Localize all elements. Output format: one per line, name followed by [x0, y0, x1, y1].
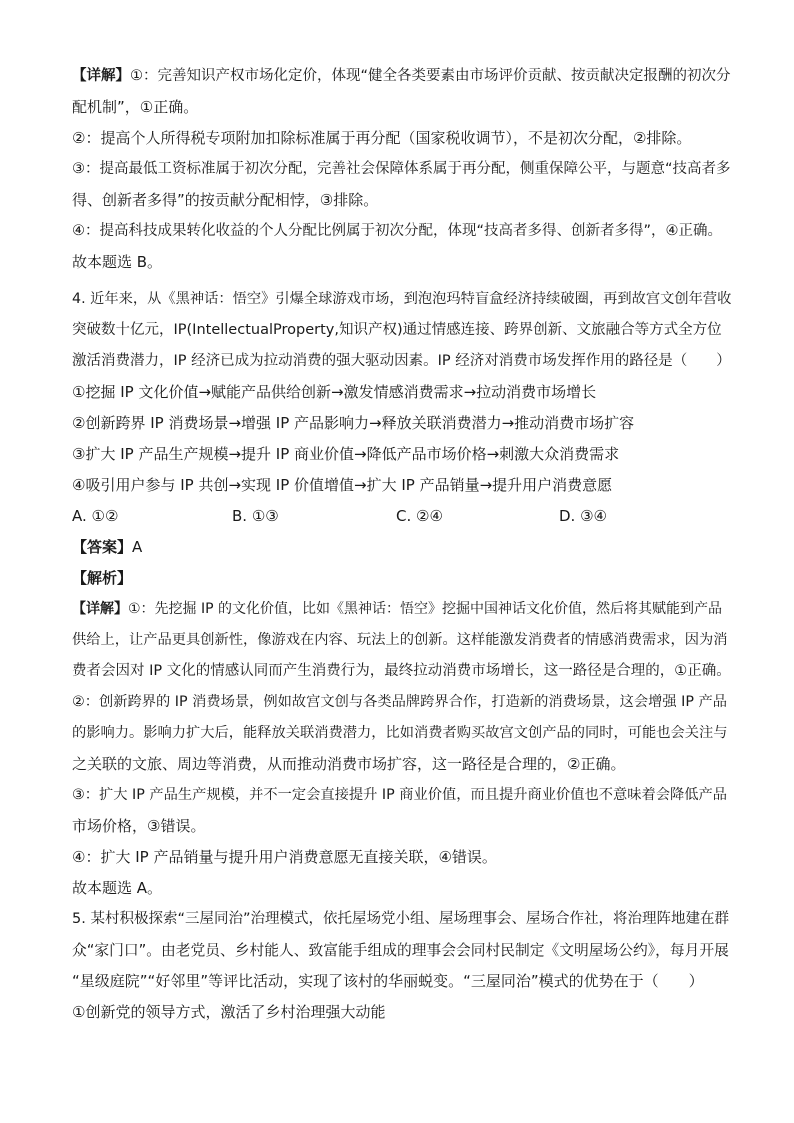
- q3-analysis-line-6: ④：提高科技成果转化收益的个人分配比例属于初次分配，体现“技高者多得、创新者多得”，④正确。: [72, 223, 723, 239]
- q4-statement-1: ①挖掘 IP 文化价值→赋能产品供给创新→激发情感消费需求→拉动消费市场增长: [72, 383, 597, 401]
- q3-analysis-line-5: 得、创新者多得”的按贡献分配相悖，③排除。: [72, 191, 379, 209]
- q4-analysis-line-5: 的影响力。影响力扩大后，能释放关联消费潜力，比如消费者购买故宫文创产品的同时，可能也会关注与: [72, 725, 728, 741]
- option-a: A. ①②: [72, 507, 119, 525]
- option-c: C. ②④: [396, 507, 443, 525]
- detail-tag: 【详解】: [72, 68, 130, 84]
- q4-analysis-line-1: [72, 594, 732, 625]
- q3-analysis: [72, 61, 732, 278]
- option-d: D. ③④: [559, 507, 607, 525]
- q3-analysis-text: ①：完善知识产权市场化定价，体现“健全各类要素由市场评价贡献、按贡献决定报酬的初次分: [130, 68, 731, 84]
- q3-analysis-line-7: 故本题选 B。: [72, 253, 163, 271]
- q5-statement-1: ①创新党的领导方式，激活了乡村治理强大动能: [72, 1003, 386, 1021]
- q4-analysis-line-8: 市场价格，③错误。: [72, 817, 206, 835]
- q4-analysis-line-4: ②：创新跨界的 IP 消费场景，例如故宫文创与各类品牌跨界合作，打造新的消费场景，这会增强 IP 产品: [72, 694, 727, 710]
- q5-question: [72, 904, 732, 1028]
- detail-tag: 【详解】: [72, 601, 128, 617]
- q3-analysis-line-4: ③：提高最低工资标准属于初次分配，完善社会保障体系属于再分配，侧重保障公平，与题意“技高者多: [72, 161, 731, 177]
- analysis-line: [72, 563, 732, 594]
- answer-tag: 【答案】: [72, 538, 133, 556]
- q4-options: [72, 501, 732, 532]
- q5-stem-line-1: 5. 某村积极探索“三屋同治”治理模式，依托屋场党小组、屋场理事会、屋场合作社，将治理阵地建在群: [72, 911, 729, 927]
- q4-analysis-text: ①：先挖掘 IP 的文化价值，比如《黑神话：悟空》挖掘中国神话文化价值，然后将其赋能到产品: [128, 601, 723, 617]
- answer-value: A: [132, 538, 143, 556]
- q4-stem-line-1: 4. 近年来，从《黑神话：悟空》引爆全球游戏市场，到泡泡玛特盲盒经济持续破圈，再到故宫文创年营收: [72, 291, 732, 307]
- answer-line: [72, 532, 732, 563]
- q4-stem-line-3: 激活消费潜力，IP 经济已成为拉动消费的强大驱动因素。IP 经济对消费市场发挥作用的路径是（ ）: [72, 353, 731, 369]
- q4-analysis-line-10: 故本题选 A。: [72, 879, 163, 897]
- analysis-tag: 【解析】: [72, 569, 133, 587]
- q4-analysis-line-2: 供给上，让产品更具创新性，像游戏在内容、玩法上的创新。这样能激发消费者的情感消费需求，因为消: [72, 632, 728, 648]
- q4-question: [72, 284, 732, 501]
- q3-analysis-line-3: ②：提高个人所得税专项附加扣除标准属于再分配（国家税收调节），不是初次分配，②排除。: [72, 129, 692, 147]
- q5-stem-line-2: 众“家门口”。由老党员、乡村能人、致富能手组成的理事会会同村民制定《文明屋场公约》，每月开展: [72, 942, 729, 959]
- option-b: B. ①③: [232, 507, 279, 525]
- q4-analysis-line-7: ③：扩大 IP 产品生产规模，并不一定会直接提升 IP 商业价值，而且提升商业价值也不意味着会降低产品: [72, 787, 727, 803]
- q4-stem-line-2: 突破数十亿元，IP(IntellectualProperty,知识产权)通过情感连接、跨界创新、文旅融合等方式全方位: [72, 322, 722, 338]
- q4-analysis-line-6: 之关联的文旅、周边等消费，从而推动消费市场扩容，这一路径是合理的，②正确。: [72, 755, 626, 773]
- q4-statement-2: ②创新跨界 IP 消费场景→增强 IP 产品影响力→释放关联消费潜力→推动消费市场扩容: [72, 414, 635, 432]
- q3-analysis-line-1: [72, 61, 732, 92]
- q4-solution: [72, 532, 732, 904]
- q3-analysis-line-2: 配机制”，①正确。: [72, 98, 199, 116]
- q5-stem-line-3: “星级庭院”“好邻里”等评比活动，实现了该村的华丽蜕变。“三屋同治”模式的优势在于（ ）: [72, 972, 704, 990]
- q4-statement-4: ④吸引用户参与 IP 共创→实现 IP 价值增值→扩大 IP 产品销量→提升用户消费意愿: [72, 476, 613, 494]
- q4-statement-3: ③扩大 IP 产品生产规模→提升 IP 商业价值→降低产品市场价格→刺激大众消费需求: [72, 445, 620, 463]
- q4-analysis-line-9: ④：扩大 IP 产品销量与提升用户消费意愿无直接关联，④错误。: [72, 848, 497, 866]
- q4-analysis-line-3: 费者会因对 IP 文化的情感认同而产生消费行为，最终拉动消费市场增长，这一路径是合理的，①正确。: [72, 663, 731, 679]
